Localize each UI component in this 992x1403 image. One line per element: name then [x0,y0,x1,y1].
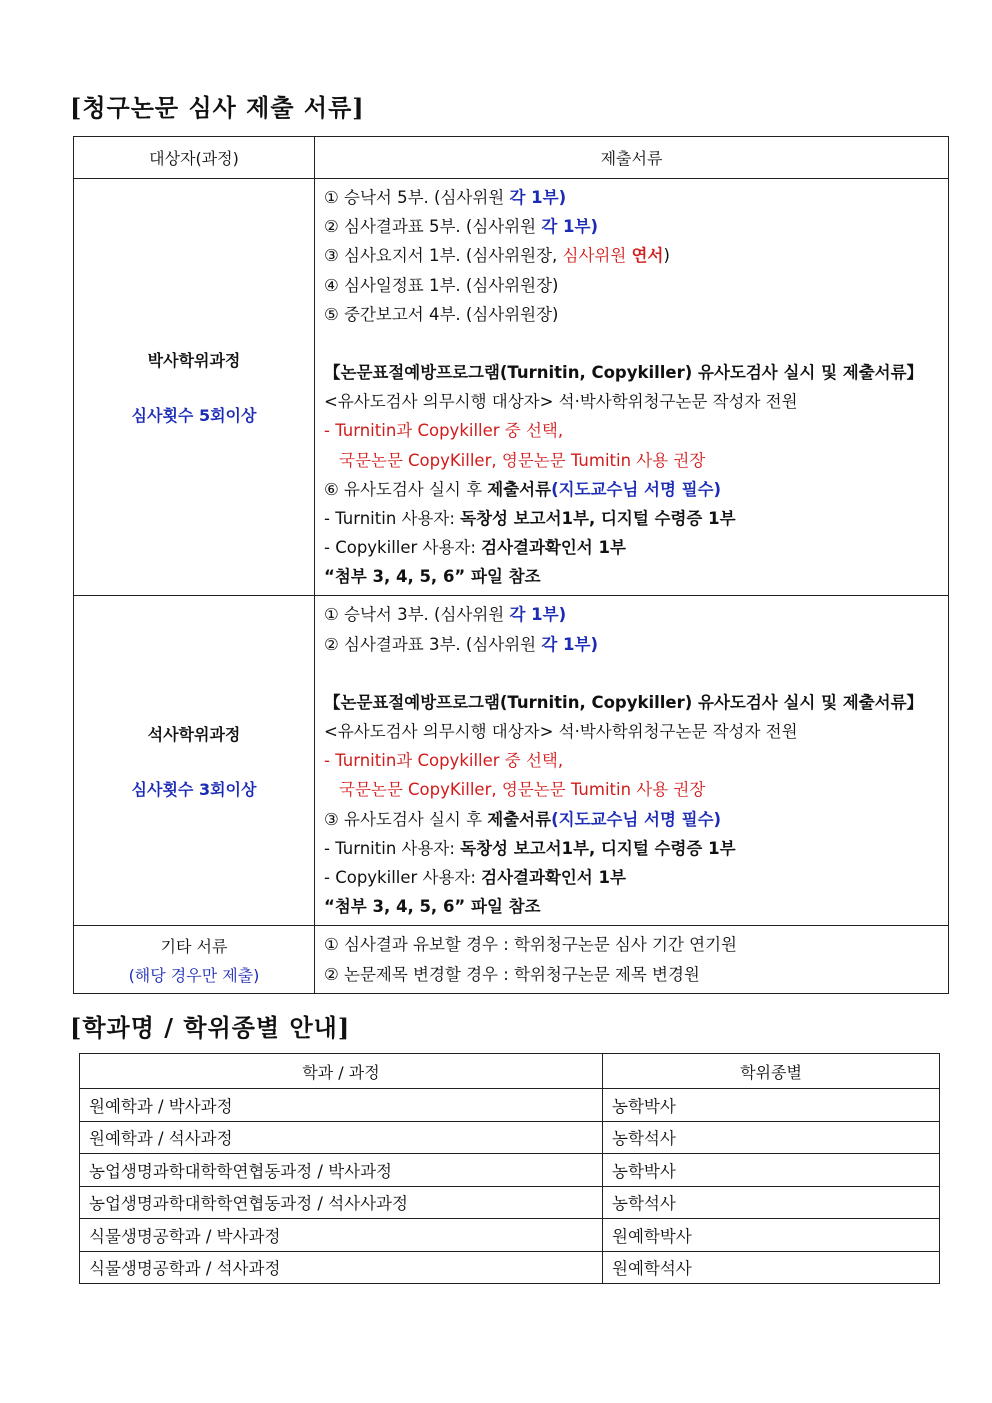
table-row [80,1089,940,1122]
phd-doc-item-4: ④ 심사일정표 1부. (심사위원장) [324,275,559,295]
ms-plagiarism-recommend: 국문논문 CopyKiller, 영문논문 Tumitin 사용 권장 [339,780,706,800]
phd-turnitin-line: - Turnitin 사용자: 독창성 보고서1부, 디지털 수령증 1부 [324,508,736,528]
table-row [80,1154,940,1187]
header-documents: 제출서류 [315,137,949,179]
department-cell: 농업생명과학대학학연협동과정 / 박사과정 [80,1154,603,1187]
phd-plagiarism-recommend: 국문논문 CopyKiller, 영문논문 Tumitin 사용 권장 [339,450,706,470]
etc-target-cell [74,926,315,993]
phd-doc-item-2: ② 심사결과표 5부. (심사위원 각 1부) [324,217,598,237]
phd-doc-item-5: ⑤ 중간보고서 4부. (심사위원장) [324,304,559,324]
header-department: 학과 / 과정 [80,1054,603,1089]
department-cell: 원예학과 / 박사과정 [80,1089,603,1122]
phd-doc-item-3: ③ 심사요지서 1부. (심사위원장, 심사위원 연서) [324,246,670,266]
department-cell: 식물생명공학과 / 석사과정 [80,1251,603,1284]
ms-copykiller-line: - Copykiller 사용자: 검사결과확인서 1부 [324,867,626,887]
phd-doc-item-6: ⑥ 유사도검사 실시 후 제출서류(지도교수님 서명 필수) [324,479,722,499]
ms-doc-item-1: ① 승낙서 3부. (심사위원 각 1부) [324,605,567,625]
degree-cell: 농학박사 [603,1089,940,1122]
department-cell: 식물생명공학과 / 박사과정 [80,1219,603,1252]
ms-attachment-note: “첨부 3, 4, 5, 6” 파일 참조 [324,897,541,917]
phd-attachment-note: “첨부 3, 4, 5, 6” 파일 참조 [324,567,541,587]
phd-plagiarism-choice: - Turnitin과 Copykiller 중 선택, [324,421,564,441]
header-degree: 학위종별 [603,1054,940,1089]
table-row-ms [74,596,949,926]
degree-cell: 농학석사 [603,1121,940,1154]
phd-documents-cell [315,179,949,596]
ms-plagiarism-target: <유사도검사 의무시행 대상자> 석·박사학위청구논문 작성자 전원 [324,722,798,741]
phd-doc-item-1: ① 승낙서 5부. (심사위원 각 1부) [324,188,567,207]
department-cell: 원예학과 / 석사과정 [80,1121,603,1154]
section-title-department-degree: [학과명 / 학위종별 안내] [70,1013,351,1042]
spacer [324,659,940,688]
degree-cell: 농학박사 [603,1154,940,1187]
submission-documents-table [73,136,949,994]
etc-documents-cell [315,926,949,993]
phd-review-count: 심사횟수 5회이상 [131,406,257,426]
etc-title: 기타 서류 [160,936,228,956]
degree-cell: 원예학박사 [603,1219,940,1252]
ms-doc-item-3: ③ 유사도검사 실시 후 제출서류(지도교수님 서명 필수) [324,809,722,829]
degree-cell: 농학석사 [603,1186,940,1219]
department-degree-table [79,1053,940,1284]
ms-doc-item-2: ② 심사결과표 3부. (심사위원 각 1부) [324,634,598,654]
department-cell: 농업생명과학대학학연협동과정 / 석사사과정 [80,1186,603,1219]
table-header-row [80,1054,940,1089]
table-row [80,1251,940,1284]
phd-target-cell [74,179,315,596]
table-row [80,1219,940,1252]
section-title-submission-documents: [청구논문 심사 제출 서류] [70,93,365,122]
ms-course-title: 석사학위과정 [147,724,241,744]
ms-turnitin-line: - Turnitin 사용자: 독창성 보고서1부, 디지털 수령증 1부 [324,838,736,858]
ms-plagiarism-choice: - Turnitin과 Copykiller 중 선택, [324,751,564,771]
table-row [80,1121,940,1154]
table-row-phd [74,179,949,596]
ms-target-cell [74,596,315,926]
etc-item-1: ① 심사결과 유보할 경우 : 학위청구논문 심사 기간 연기원 [324,935,737,955]
table-row [80,1186,940,1219]
etc-subtitle: (해당 경우만 제출) [128,965,260,985]
spacer [324,329,940,358]
phd-course-title: 박사학위과정 [147,351,241,371]
table-header-row [74,137,949,179]
degree-cell: 원예학석사 [603,1251,940,1284]
etc-item-2: ② 논문제목 변경할 경우 : 학위청구논문 제목 변경원 [324,964,700,984]
header-target: 대상자(과정) [74,137,315,179]
phd-plagiarism-target: <유사도검사 의무시행 대상자> 석·박사학위청구논문 작성자 전원 [324,392,798,412]
ms-plagiarism-title: 【논문표절예방프로그램(Turnitin, Copykiller) 유사도검사 실시 및 제출서류】 [324,692,924,712]
table-row-etc [74,926,949,993]
phd-plagiarism-title: 【논문표절예방프로그램(Turnitin, Copykiller) 유사도검사 실시 및 제출서류】 [324,362,924,382]
ms-documents-cell [315,596,949,926]
ms-review-count: 심사횟수 3회이상 [131,779,257,799]
phd-copykiller-line: - Copykiller 사용자: 검사결과확인서 1부 [324,538,626,558]
